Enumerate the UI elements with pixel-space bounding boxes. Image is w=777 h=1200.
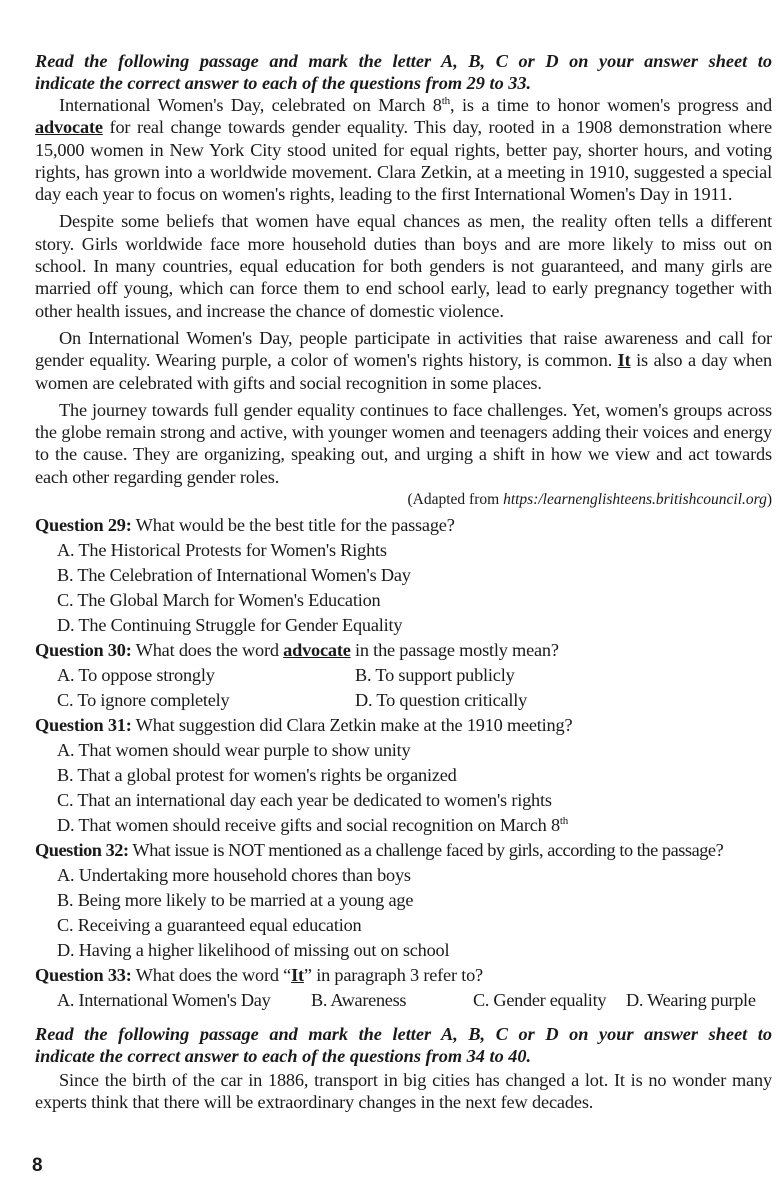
exam-page <box>35 50 772 1119</box>
question-text: What suggestion did Clara Zetkin make at the 1910 meeting? <box>131 715 573 736</box>
question-30 <box>35 638 772 713</box>
option-d: D. To question critically <box>355 690 528 711</box>
question-stem <box>35 713 772 738</box>
page-number: 8 <box>32 1155 43 1176</box>
option-c: C. The Global March for Women's Education <box>57 590 381 611</box>
text: for real change towards gender equality. This day, rooted in a 1908 demonstration where 15,000 women in New York City stood united for equal rights, better pay, shorter hours, and voting rights, has grown into a worldwide movement. Clara Zetkin, at a meeting in 1910, suggested a special day each year to focus on women's rights, leading to the first International Women's Day in 1911. <box>35 117 772 205</box>
question-stem <box>35 513 772 538</box>
keyword-advocate: advocate <box>283 640 351 661</box>
passage-paragraph-1: Since the birth of the car in 1886, transport in big cities has changed a lot. It is no wonder many experts think that there will be extraordinary changes in the next few decades. <box>35 1070 772 1113</box>
question-label: Question 31: <box>35 715 132 736</box>
question-29 <box>35 513 772 638</box>
option-text: D. That women should receive gifts and social recognition on March 8 <box>57 815 560 836</box>
option-b: B. The Celebration of International Women's Day <box>57 565 411 586</box>
source-url: https:/learnenglishteens.britishcouncil.org <box>503 491 767 509</box>
option-d: D. Having a higher likelihood of missing out on school <box>57 940 450 961</box>
question-label: Question 30: <box>35 640 132 661</box>
question-text: in the passage mostly mean? <box>350 640 559 661</box>
option-b: B. Being more likely to be married at a young age <box>57 890 414 911</box>
superscript: th <box>559 814 569 827</box>
section-instruction <box>35 1023 772 1067</box>
section-instruction <box>35 50 772 94</box>
instruction-line: Read the following passage and mark the letter A, B, C or D on your answer sheet to <box>35 1024 772 1045</box>
option-a: A. That women should wear purple to show unity <box>57 740 411 761</box>
option-a: A. To oppose strongly <box>57 665 215 686</box>
question-33 <box>35 963 772 1013</box>
options-row <box>35 688 772 713</box>
keyword-it: It <box>617 350 631 371</box>
superscript: th <box>441 94 451 107</box>
question-text: What would be the best title for the passage? <box>131 515 455 536</box>
passage-paragraph-3 <box>35 327 772 394</box>
question-text: What does the word “ <box>131 965 292 986</box>
question-text: What issue is NOT mentioned as a challenge faced by girls, according to the passage? <box>128 840 724 861</box>
question-label: Question 29: <box>35 515 132 536</box>
option-d <box>35 813 772 838</box>
option-c: C. Gender equality <box>473 990 607 1011</box>
instruction-line: indicate the correct answer to each of the questions from 34 to 40. <box>35 1046 532 1067</box>
option-a: A. The Historical Protests for Women's Rights <box>57 540 387 561</box>
text: , is a time to honor women's progress and <box>450 95 772 115</box>
keyword-it: It <box>291 965 304 986</box>
option-c: C. That an international day each year be dedicated to women's rights <box>57 790 552 811</box>
options-row <box>35 988 772 1013</box>
question-stem <box>35 638 772 663</box>
text: (Adapted from <box>407 491 504 509</box>
passage-paragraph-4: The journey towards full gender equality continues to face challenges. Yet, women's groups across the globe remain strong and active, with younger women and teenagers adding their voices and energy to the cause. They are organizing, speaking out, and urging a shift in how we view and act towards each other regarding gender roles. <box>35 399 772 487</box>
passage-paragraph-2: Despite some beliefs that women have equal chances as men, the reality often tells a different story. Girls worldwide face more household duties than boys and are more likely to miss out on school. In many countries, equal education for both genders is not guaranteed, and many girls are married off young, which can force them to end school early, lead to early pregnancy together with other health issues, and increase the chance of domestic violence. <box>35 211 772 321</box>
text: On International Women's Day, people participate in activities that raise awareness and call for gender equality. Wearing purple, a color of women's rights history, is common. <box>35 327 772 371</box>
text: ) <box>766 491 772 509</box>
question-label: Question 33: <box>35 965 132 986</box>
option-a: A. Undertaking more household chores than boys <box>57 865 411 886</box>
options-row <box>35 663 772 688</box>
option-c: C. To ignore completely <box>57 690 230 711</box>
question-stem <box>35 963 772 988</box>
passage-paragraph-1 <box>35 94 772 205</box>
question-32 <box>35 838 772 963</box>
keyword-advocate: advocate <box>35 117 103 138</box>
question-text: What does the word <box>131 640 284 661</box>
option-a: A. International Women's Day <box>57 990 271 1011</box>
option-d: D. The Continuing Struggle for Gender Equality <box>57 615 403 636</box>
source-citation <box>35 490 772 510</box>
text: is also a day when women are celebrated with gifts and social recognition in some places. <box>35 350 772 393</box>
question-stem <box>35 838 772 863</box>
instruction-line: Read the following passage and mark the letter A, B, C or D on your answer sheet to <box>35 51 772 71</box>
instruction-line: indicate the correct answer to each of the questions from 29 to 33. <box>35 73 532 93</box>
option-b: B. To support publicly <box>355 665 515 686</box>
question-text: ” in paragraph 3 refer to? <box>303 965 483 986</box>
question-label: Question 32: <box>35 840 129 861</box>
text: International Women's Day, celebrated on March 8 <box>59 95 442 115</box>
option-b: B. Awareness <box>311 990 407 1011</box>
question-31 <box>35 713 772 838</box>
option-b: B. That a global protest for women's rights be organized <box>57 765 457 786</box>
option-d: D. Wearing purple <box>626 990 756 1011</box>
option-c: C. Receiving a guaranteed equal education <box>57 915 362 936</box>
